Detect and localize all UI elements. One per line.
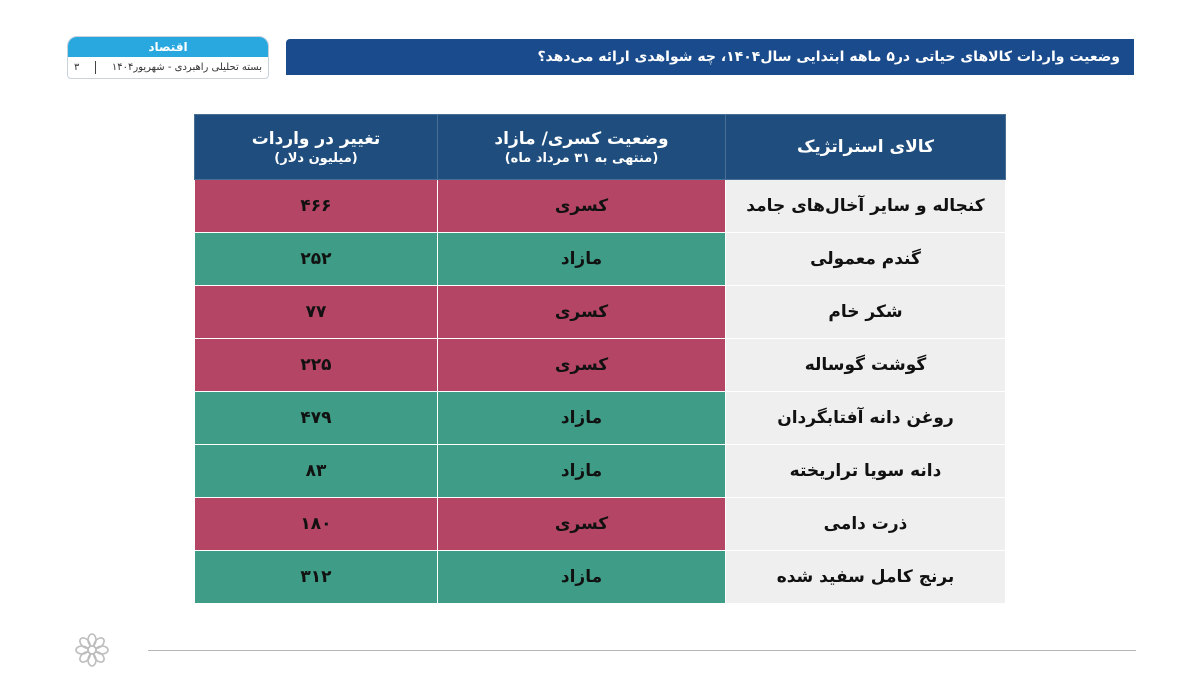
import-change-cell: ۱۸۰ [195,498,438,551]
page-number: ۳ [74,62,80,73]
commodity-cell: روغن دانه آفتابگردان [726,392,1006,445]
import-status-table [194,114,1006,604]
import-change-cell: ۲۲۵ [195,339,438,392]
table-header-row [195,115,1006,180]
import-change-cell: ۷۷ [195,286,438,339]
flower-emblem-icon [74,632,110,668]
title-bar [286,39,1134,75]
footer-divider [148,650,1136,651]
table-row [195,551,1006,604]
header-commodity-label: کالای استراتژیک [796,137,935,157]
import-change-cell: ۸۳ [195,445,438,498]
tag-divider [95,61,96,74]
tag-info-row [68,57,268,78]
header-status [438,115,726,180]
status-cell: مازاد [438,445,726,498]
header-status-sublabel: (منتهی به ۳۱ مرداد ماه) [504,150,659,166]
section-label: اقتصاد [68,37,268,57]
header-commodity [726,115,1006,180]
table-row [195,445,1006,498]
header-change-sublabel: (میلیون دلار) [274,150,358,166]
status-cell: کسری [438,180,726,233]
commodity-cell: برنج کامل سفید شده [726,551,1006,604]
table-row [195,392,1006,445]
table-row [195,339,1006,392]
header-status-label: وضعیت کسری/ مازاد [494,128,669,149]
table-row [195,498,1006,551]
header-change-label: تغییر در واردات [251,128,381,149]
status-cell: کسری [438,286,726,339]
import-change-cell: ۴۶۶ [195,180,438,233]
table-row [195,180,1006,233]
status-cell: کسری [438,339,726,392]
commodity-cell: کنجاله و سایر آخال‌های جامد [726,180,1006,233]
commodity-cell: گندم معمولی [726,233,1006,286]
commodity-cell: گوشت گوساله [726,339,1006,392]
status-cell: کسری [438,498,726,551]
table-row [195,233,1006,286]
table-row [195,286,1006,339]
page-title: وضعیت واردات کالاهای حیاتی در۵ ماهه ابتدایی سال۱۴۰۴، چه شواهدی ارائه می‌دهد؟ [537,49,1120,65]
section-tag [67,36,269,79]
status-cell: مازاد [438,392,726,445]
package-label: بسته تحلیلی راهبردی - شهریور۱۴۰۴ [111,62,262,73]
import-change-cell: ۲۵۲ [195,233,438,286]
import-change-cell: ۳۱۲ [195,551,438,604]
commodity-cell: دانه سویا تراریخته [726,445,1006,498]
status-cell: مازاد [438,551,726,604]
commodity-cell: ذرت دامی [726,498,1006,551]
header-change [195,115,438,180]
import-change-cell: ۴۷۹ [195,392,438,445]
status-cell: مازاد [438,233,726,286]
commodity-cell: شکر خام [726,286,1006,339]
